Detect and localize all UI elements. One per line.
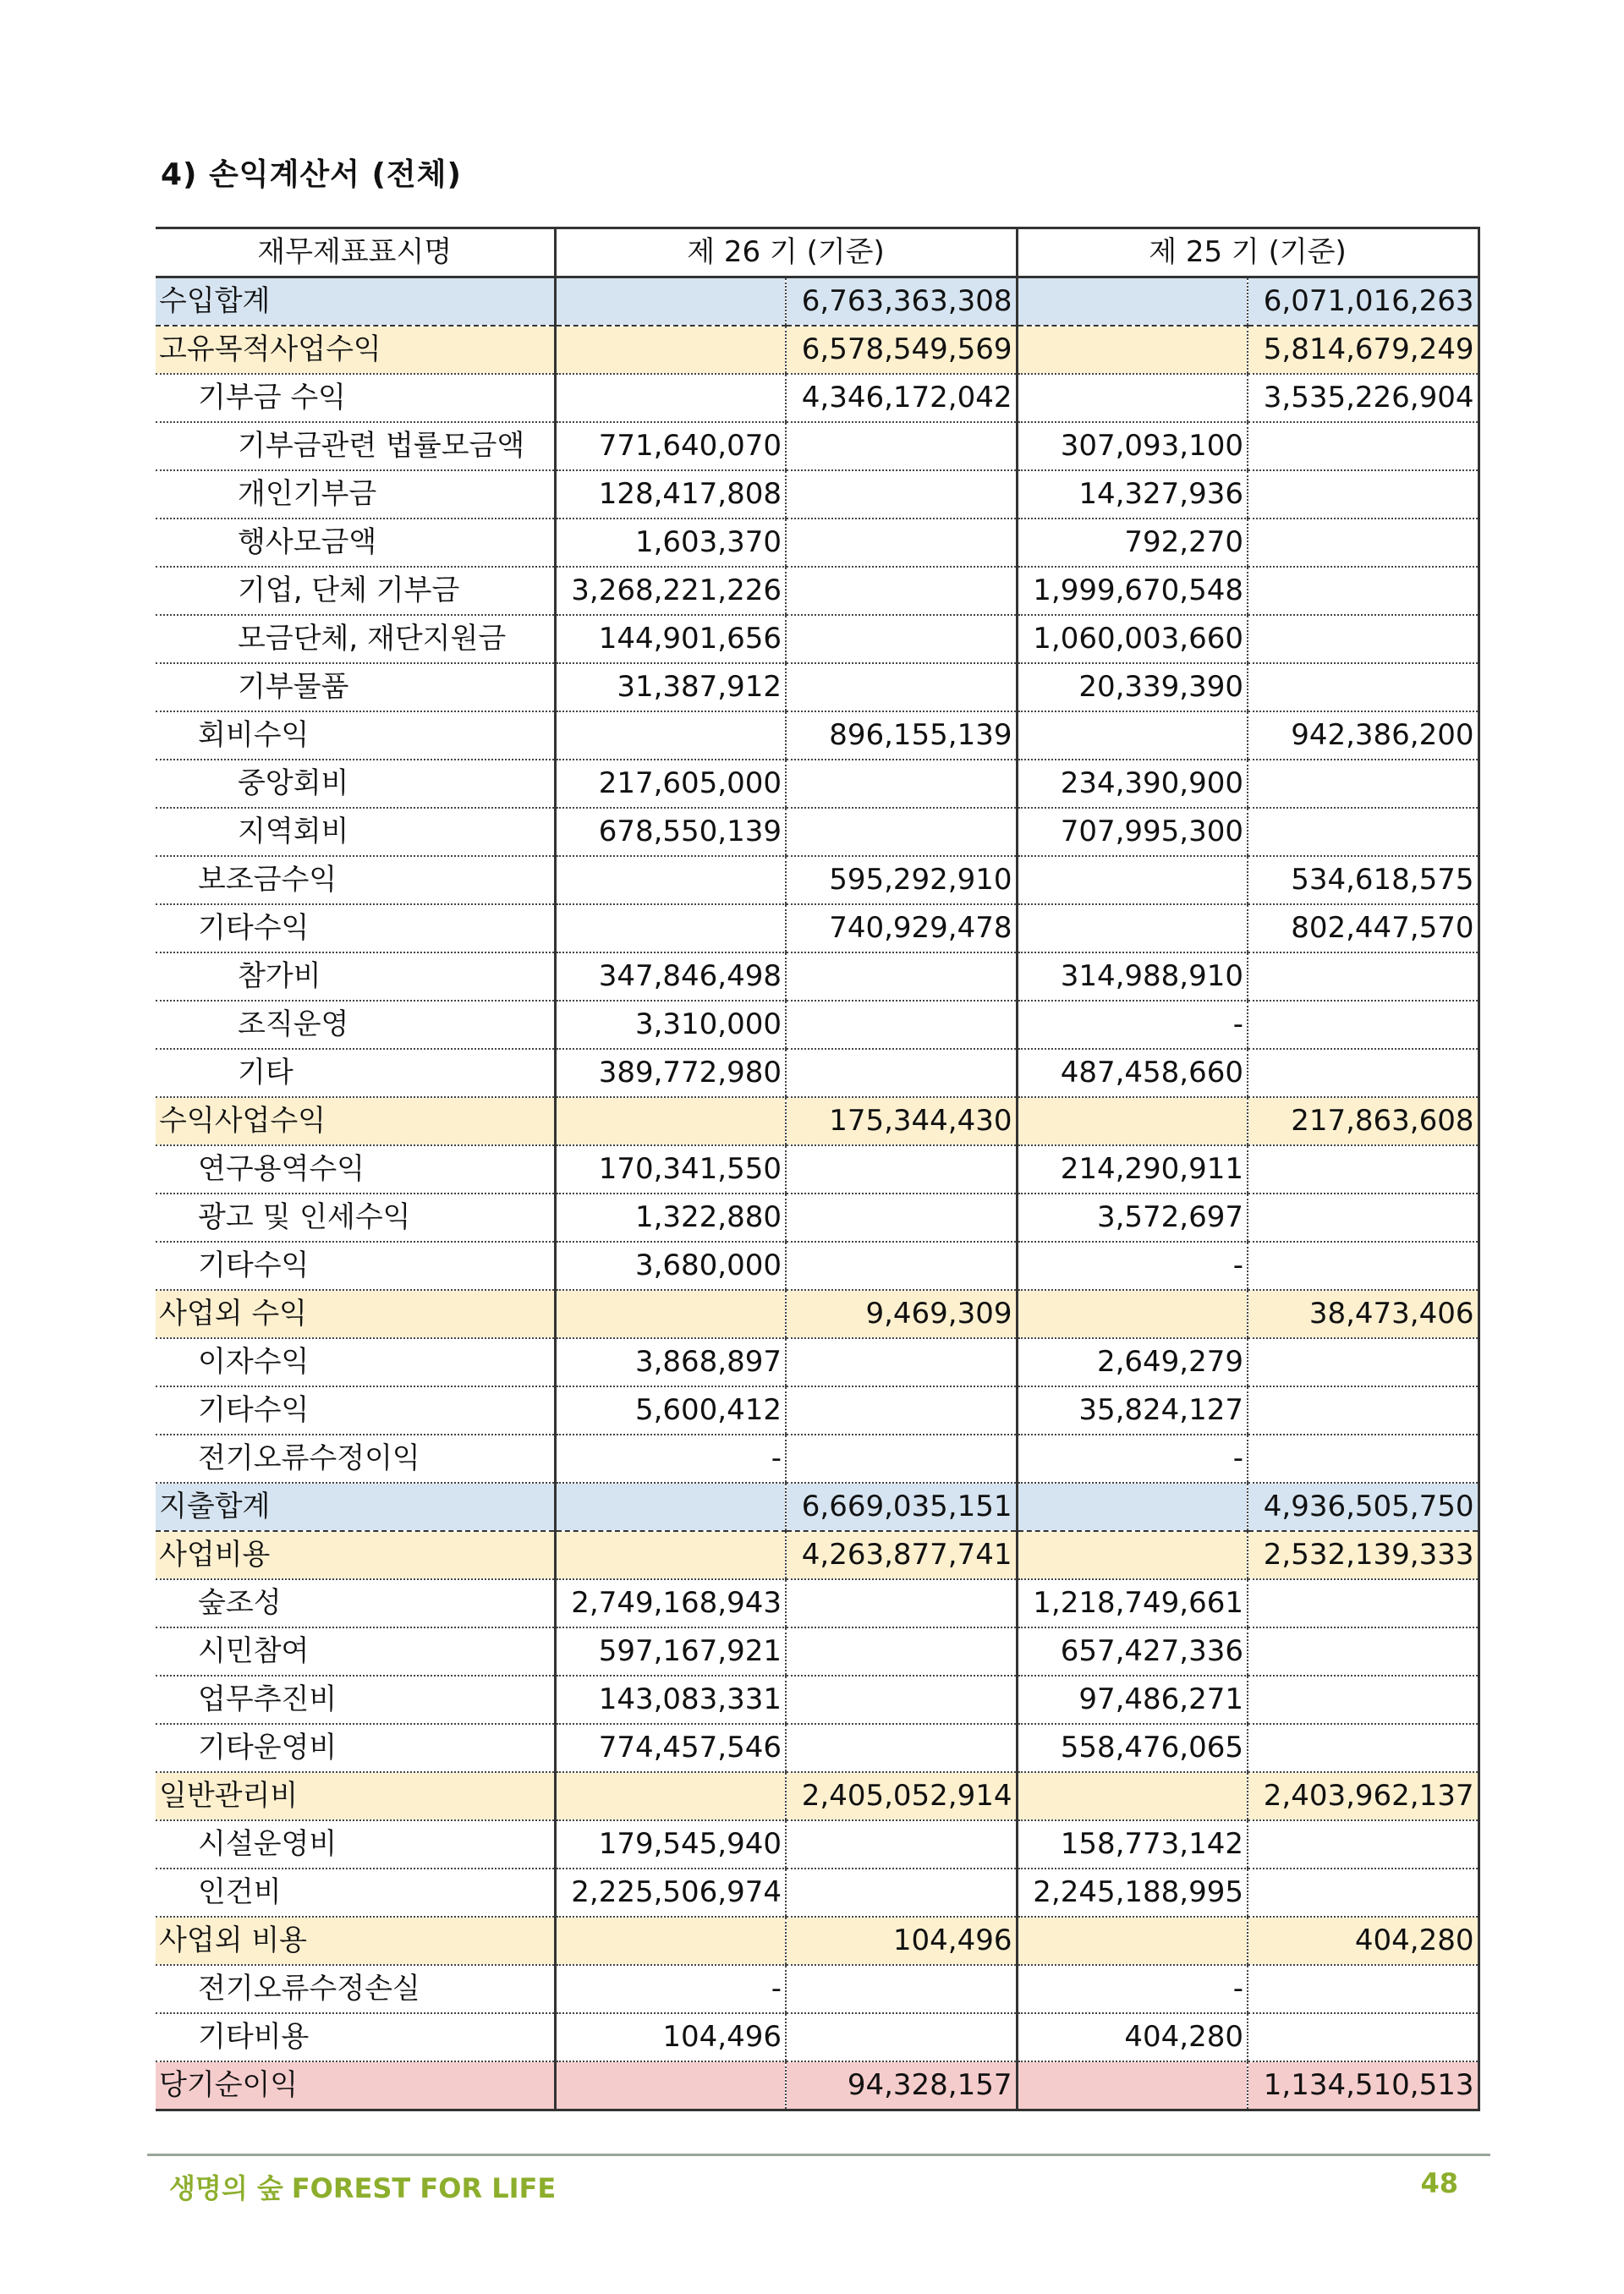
cell-y26-total [786,519,1017,567]
cell-y25-detail: - [1017,1435,1248,1483]
cell-y25-detail: 14,327,936 [1017,470,1248,519]
cell-y26-detail [555,1917,786,1965]
table-row [156,1579,1479,1627]
cell-y25-total [1248,1627,1479,1676]
cell-y25-total: 942,386,200 [1248,711,1479,760]
row-label: 업무추진비 [156,1676,555,1724]
cell-y26-total: 94,328,157 [786,2061,1017,2110]
table-row [156,1917,1479,1965]
footer-org-korean: 생명의 숲 [169,2172,283,2204]
cell-y26-detail [555,1290,786,1338]
cell-y26-detail: - [555,1965,786,2013]
table-row [156,2013,1479,2061]
table-row [156,422,1479,470]
cell-y26-detail [555,1097,786,1145]
table-row [156,1001,1479,1049]
cell-y26-detail [555,277,786,327]
table-row [156,2061,1479,2110]
cell-y26-detail: 774,457,546 [555,1724,786,1772]
cell-y26-total: 896,155,139 [786,711,1017,760]
row-label: 연구용역수익 [156,1145,555,1194]
cell-y26-detail [555,1483,786,1531]
cell-y25-detail: 314,988,910 [1017,952,1248,1001]
cell-y25-total [1248,1820,1479,1869]
table-row [156,1049,1479,1097]
table-row [156,1676,1479,1724]
header-period-26: 제 26 기 (기준) [555,228,1017,277]
cell-y25-detail: - [1017,1965,1248,2013]
cell-y26-total [786,1194,1017,1242]
cell-y25-detail: 158,773,142 [1017,1820,1248,1869]
row-label: 개인기부금 [156,470,555,519]
cell-y25-total [1248,1386,1479,1435]
cell-y25-total: 217,863,608 [1248,1097,1479,1145]
row-label: 기타비용 [156,2013,555,2061]
cell-y25-detail [1017,856,1248,904]
table-row [156,760,1479,808]
cell-y26-detail: 5,600,412 [555,1386,786,1435]
row-label: 사업비용 [156,1531,555,1579]
footer-org-english: FOREST FOR LIFE [291,2172,557,2204]
cell-y25-total: 38,473,406 [1248,1290,1479,1338]
table-row [156,1435,1479,1483]
cell-y26-total [786,952,1017,1001]
row-label: 수익사업수익 [156,1097,555,1145]
table-row [156,326,1479,374]
cell-y26-detail: 3,268,221,226 [555,567,786,615]
header-period-25: 제 25 기 (기준) [1017,228,1479,277]
cell-y26-total: 2,405,052,914 [786,1772,1017,1820]
table-row [156,277,1479,327]
cell-y25-detail: - [1017,1001,1248,1049]
cell-y25-total: 802,447,570 [1248,904,1479,952]
cell-y25-total [1248,470,1479,519]
table-header-row [156,228,1479,277]
table-row [156,1869,1479,1917]
cell-y26-total [786,1676,1017,1724]
row-label: 참가비 [156,952,555,1001]
cell-y26-detail: 144,901,656 [555,615,786,663]
cell-y26-total [786,1338,1017,1386]
table-row [156,1145,1479,1194]
cell-y25-total: 5,814,679,249 [1248,326,1479,374]
table-row [156,1820,1479,1869]
table-row [156,856,1479,904]
table-row [156,1724,1479,1772]
cell-y25-total [1248,1965,1479,2013]
cell-y25-total [1248,1338,1479,1386]
cell-y25-detail: 20,339,390 [1017,663,1248,711]
row-label: 기타수익 [156,1242,555,1290]
cell-y26-detail: 104,496 [555,2013,786,2061]
row-label: 지출합계 [156,1483,555,1531]
row-label: 회비수익 [156,711,555,760]
cell-y26-detail: 2,225,506,974 [555,1869,786,1917]
table-row [156,1386,1479,1435]
cell-y25-total: 534,618,575 [1248,856,1479,904]
cell-y26-detail [555,856,786,904]
cell-y25-detail [1017,1917,1248,1965]
row-label: 기부금관련 법률모금액 [156,422,555,470]
row-label: 조직운영 [156,1001,555,1049]
cell-y26-total [786,615,1017,663]
cell-y25-detail: 2,245,188,995 [1017,1869,1248,1917]
cell-y26-total [786,1145,1017,1194]
row-label: 인건비 [156,1869,555,1917]
cell-y26-total: 6,669,035,151 [786,1483,1017,1531]
cell-y26-detail [555,326,786,374]
cell-y26-detail: 2,749,168,943 [555,1579,786,1627]
cell-y26-total [786,1435,1017,1483]
cell-y25-total: 1,134,510,513 [1248,2061,1479,2110]
row-label: 모금단체, 재단지원금 [156,615,555,663]
cell-y25-total [1248,1001,1479,1049]
cell-y25-total: 2,403,962,137 [1248,1772,1479,1820]
table-row [156,808,1479,856]
cell-y26-total [786,1724,1017,1772]
row-label: 광고 및 인세수익 [156,1194,555,1242]
table-row [156,615,1479,663]
cell-y26-total: 175,344,430 [786,1097,1017,1145]
cell-y26-total [786,1869,1017,1917]
row-label: 기타수익 [156,904,555,952]
cell-y25-detail [1017,711,1248,760]
cell-y26-total: 9,469,309 [786,1290,1017,1338]
cell-y26-detail [555,1531,786,1579]
cell-y26-total [786,2013,1017,2061]
cell-y26-detail: 170,341,550 [555,1145,786,1194]
cell-y25-total: 2,532,139,333 [1248,1531,1479,1579]
row-label: 기업, 단체 기부금 [156,567,555,615]
cell-y25-detail: 234,390,900 [1017,760,1248,808]
cell-y26-detail [555,711,786,760]
cell-y25-detail: 97,486,271 [1017,1676,1248,1724]
table-row [156,904,1479,952]
row-label: 시민참여 [156,1627,555,1676]
cell-y25-total: 3,535,226,904 [1248,374,1479,422]
cell-y25-total [1248,663,1479,711]
table-row [156,663,1479,711]
cell-y26-total [786,567,1017,615]
row-label: 일반관리비 [156,1772,555,1820]
cell-y26-detail [555,374,786,422]
table-row [156,374,1479,422]
cell-y25-total [1248,1145,1479,1194]
cell-y25-total [1248,1242,1479,1290]
cell-y26-total [786,1001,1017,1049]
row-label: 전기오류수정손실 [156,1965,555,2013]
row-label: 행사모금액 [156,519,555,567]
cell-y26-total: 740,929,478 [786,904,1017,952]
table-row [156,1194,1479,1242]
footer-brand [169,2167,556,2206]
cell-y25-detail [1017,326,1248,374]
cell-y25-total [1248,615,1479,663]
cell-y26-total [786,1386,1017,1435]
cell-y26-detail: 31,387,912 [555,663,786,711]
row-label: 기타수익 [156,1386,555,1435]
page-number: 48 [1420,2167,1458,2199]
cell-y25-total [1248,1724,1479,1772]
cell-y26-detail [555,904,786,952]
cell-y26-detail: 597,167,921 [555,1627,786,1676]
cell-y26-detail: 3,310,000 [555,1001,786,1049]
cell-y25-detail [1017,904,1248,952]
cell-y25-detail [1017,1531,1248,1579]
row-label: 기타 [156,1049,555,1097]
cell-y26-detail: 3,868,897 [555,1338,786,1386]
cell-y26-detail: 678,550,139 [555,808,786,856]
table-row [156,952,1479,1001]
cell-y25-detail: 1,218,749,661 [1017,1579,1248,1627]
cell-y26-total: 4,346,172,042 [786,374,1017,422]
cell-y26-detail: 3,680,000 [555,1242,786,1290]
row-label: 시설운영비 [156,1820,555,1869]
cell-y26-total [786,1965,1017,2013]
cell-y25-detail: 307,093,100 [1017,422,1248,470]
row-label: 이자수익 [156,1338,555,1386]
cell-y25-total: 4,936,505,750 [1248,1483,1479,1531]
cell-y25-total: 6,071,016,263 [1248,277,1479,327]
cell-y25-detail [1017,1772,1248,1820]
cell-y26-detail [555,2061,786,2110]
cell-y25-total [1248,808,1479,856]
table-row [156,1242,1479,1290]
cell-y25-detail: 657,427,336 [1017,1627,1248,1676]
row-label: 기부금 수익 [156,374,555,422]
section-title: 4) 손익계산서 (전체) [161,157,462,192]
table-row [156,519,1479,567]
cell-y25-total [1248,952,1479,1001]
cell-y26-detail [555,1772,786,1820]
cell-y26-detail: 1,322,880 [555,1194,786,1242]
row-label: 기부물품 [156,663,555,711]
cell-y25-detail: 404,280 [1017,2013,1248,2061]
row-label: 기타운영비 [156,1724,555,1772]
cell-y25-detail: 487,458,660 [1017,1049,1248,1097]
row-label: 수입합계 [156,277,555,327]
cell-y26-total [786,1627,1017,1676]
cell-y25-detail: - [1017,1242,1248,1290]
cell-y25-detail [1017,374,1248,422]
table-row [156,470,1479,519]
cell-y25-total [1248,1435,1479,1483]
cell-y25-total [1248,519,1479,567]
cell-y26-total: 595,292,910 [786,856,1017,904]
table-row [156,1531,1479,1579]
table-row [156,1290,1479,1338]
cell-y26-detail: 143,083,331 [555,1676,786,1724]
row-label: 사업외 수익 [156,1290,555,1338]
row-label: 지역회비 [156,808,555,856]
cell-y25-detail: 707,995,300 [1017,808,1248,856]
cell-y26-total [786,1242,1017,1290]
cell-y25-total [1248,1579,1479,1627]
cell-y26-total [786,422,1017,470]
cell-y26-total [786,470,1017,519]
cell-y25-total [1248,1676,1479,1724]
cell-y25-total: 404,280 [1248,1917,1479,1965]
row-label: 당기순이익 [156,2061,555,2110]
cell-y25-detail: 3,572,697 [1017,1194,1248,1242]
cell-y25-detail [1017,1290,1248,1338]
table-row [156,1965,1479,2013]
cell-y26-detail: 389,772,980 [555,1049,786,1097]
cell-y25-total [1248,1194,1479,1242]
cell-y25-total [1248,567,1479,615]
cell-y26-total: 6,763,363,308 [786,277,1017,327]
cell-y26-total [786,1820,1017,1869]
header-item-name: 재무제표표시명 [156,228,555,277]
cell-y26-detail: 179,545,940 [555,1820,786,1869]
cell-y25-detail: 1,060,003,660 [1017,615,1248,663]
cell-y26-total: 104,496 [786,1917,1017,1965]
cell-y25-detail: 558,476,065 [1017,1724,1248,1772]
cell-y26-detail: 128,417,808 [555,470,786,519]
row-label: 보조금수익 [156,856,555,904]
table-row [156,1627,1479,1676]
cell-y26-total [786,663,1017,711]
cell-y25-detail: 214,290,911 [1017,1145,1248,1194]
row-label: 숲조성 [156,1579,555,1627]
cell-y25-detail: 792,270 [1017,519,1248,567]
cell-y26-total [786,1049,1017,1097]
row-label: 전기오류수정이익 [156,1435,555,1483]
cell-y26-detail: - [555,1435,786,1483]
table-row [156,711,1479,760]
cell-y26-total: 6,578,549,569 [786,326,1017,374]
row-label: 사업외 비용 [156,1917,555,1965]
cell-y25-total [1248,760,1479,808]
row-label: 고유목적사업수익 [156,326,555,374]
income-statement-table [156,227,1480,2111]
footer-divider [147,2154,1490,2156]
table-row [156,1097,1479,1145]
cell-y25-detail: 35,824,127 [1017,1386,1248,1435]
cell-y26-detail: 1,603,370 [555,519,786,567]
cell-y25-total [1248,1049,1479,1097]
cell-y26-total [786,808,1017,856]
cell-y26-total [786,1579,1017,1627]
cell-y25-total [1248,422,1479,470]
cell-y26-total: 4,263,877,741 [786,1531,1017,1579]
table-row [156,1772,1479,1820]
cell-y25-detail [1017,277,1248,327]
row-label: 중앙회비 [156,760,555,808]
cell-y25-detail [1017,2061,1248,2110]
cell-y26-detail: 217,605,000 [555,760,786,808]
table-body [156,277,1479,2110]
cell-y25-detail: 2,649,279 [1017,1338,1248,1386]
cell-y25-total [1248,2013,1479,2061]
cell-y26-detail: 347,846,498 [555,952,786,1001]
cell-y25-detail [1017,1097,1248,1145]
cell-y25-detail [1017,1483,1248,1531]
table-row [156,567,1479,615]
table-row [156,1338,1479,1386]
cell-y26-detail: 771,640,070 [555,422,786,470]
table-row [156,1483,1479,1531]
cell-y25-total [1248,1869,1479,1917]
cell-y25-detail: 1,999,670,548 [1017,567,1248,615]
cell-y26-total [786,760,1017,808]
